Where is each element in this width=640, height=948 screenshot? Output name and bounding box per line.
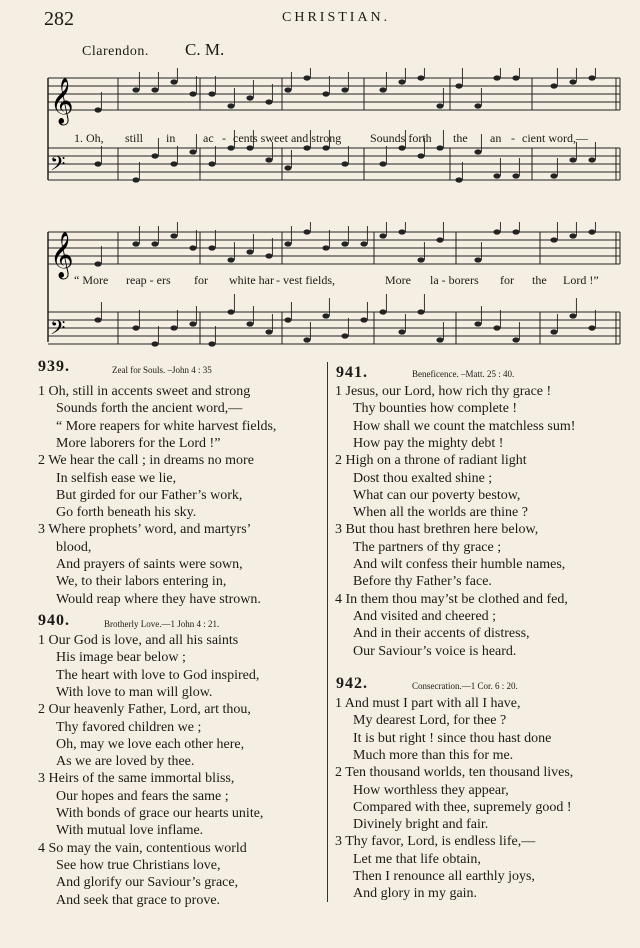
verse-line: And wilt confess their humble names, — [353, 557, 566, 572]
page-number: 282 — [44, 8, 74, 30]
note-head — [322, 313, 329, 318]
verse-line: Thy bounties how complete ! — [353, 401, 518, 417]
note-head — [341, 241, 348, 246]
hymn-number: 942. — [336, 675, 368, 692]
note-head — [208, 91, 215, 96]
bass-clef: 𝄢 — [50, 316, 66, 344]
lyric-syllable: 1. Oh, — [74, 131, 104, 145]
lyric-syllable: - vest fields, — [276, 273, 335, 287]
note-head — [379, 87, 386, 92]
verse-line: Go forth beneath his sky. — [56, 505, 197, 521]
note-head — [303, 229, 310, 234]
verse-line: As we are loved by thee. — [56, 754, 195, 770]
verse-line: But girded for our Father’s work, — [56, 487, 243, 503]
note-head — [360, 317, 367, 322]
note-head — [322, 145, 329, 150]
verse-line: See how true Christians love, — [56, 857, 221, 873]
note-head — [569, 79, 576, 84]
verse-line: His image bear below ; — [56, 650, 186, 666]
note-head — [550, 83, 557, 88]
note-head — [265, 253, 272, 258]
hymn-title: Zeal for Souls. –John 4 : 35 — [112, 365, 212, 375]
music-system-1 — [0, 68, 640, 188]
note-head — [512, 337, 519, 342]
note-head — [436, 103, 443, 108]
note-head — [512, 229, 519, 234]
verse-line: Before thy Father’s face. — [353, 574, 492, 590]
verse-line: And glorify our Saviour’s grace, — [56, 875, 239, 891]
note-head — [132, 241, 139, 246]
lyric-syllable: - — [222, 131, 226, 145]
verse-first-line: 2 We hear the call ; in dreams no more — [38, 453, 254, 469]
note-head — [151, 341, 158, 346]
note-head — [436, 145, 443, 150]
note-head — [189, 149, 196, 154]
verse-line: “ More reapers for white harvest fields, — [56, 418, 277, 434]
verse-line: Then I renounce all earthly joys, — [353, 869, 535, 884]
verse-line: And seek that grace to prove. — [56, 892, 221, 908]
tune-name: Clarendon. — [82, 44, 149, 59]
note-head — [493, 173, 500, 178]
note-head — [189, 245, 196, 250]
note-head — [379, 309, 386, 314]
note-head — [132, 87, 139, 92]
note-head — [151, 241, 158, 246]
lyric-syllable: - — [511, 131, 515, 145]
verse-line: How shall we count the matchless sum! — [353, 418, 576, 434]
hymn-number: 940. — [38, 612, 70, 629]
note-head — [474, 321, 481, 326]
verse-line: With love to man will glow. — [56, 684, 213, 700]
verse-line: What can our poverty bestow, — [353, 487, 521, 503]
note-head — [303, 145, 310, 150]
hymn-title: Brotherly Love.—1 John 4 : 21. — [104, 619, 220, 629]
lyric-syllable: ac — [203, 131, 214, 145]
note-head — [265, 329, 272, 334]
verse-first-line: 4 So may the vain, contentious world — [38, 840, 247, 856]
verse-first-line: 3 Where prophets’ word, and martyrs’ — [38, 522, 252, 538]
verse-first-line: 3 But thou hast brethren here below, — [335, 522, 539, 538]
verse-line: My dearest Lord, for thee ? — [353, 713, 507, 729]
verse-line: Sounds forth the ancient word,— — [56, 401, 243, 417]
note-head — [265, 157, 272, 162]
note-head — [569, 313, 576, 318]
verse-line: Would reap where they have strown. — [56, 591, 261, 607]
lyric-syllable: reap - ers — [126, 273, 171, 287]
note-head — [227, 257, 234, 262]
lyric-syllable: Sounds forth — [370, 131, 432, 145]
note-head — [208, 245, 215, 250]
note-head — [550, 237, 557, 242]
hymn-number: 941. — [336, 364, 368, 381]
note-head — [455, 83, 462, 88]
hymn-title: Beneficence. –Matt. 25 : 40. — [412, 369, 515, 379]
verse-line: Oh, may we love each other here, — [56, 736, 245, 752]
verse-line: It is but right ! since thou hast done — [353, 730, 552, 746]
note-head — [398, 329, 405, 334]
note-head — [417, 75, 424, 80]
note-head — [284, 87, 291, 92]
verse-first-line: 1 Our God is love, and all his saints — [38, 633, 239, 648]
note-head — [398, 229, 405, 234]
verse-line: Compared with thee, supremely good ! — [353, 799, 572, 815]
note-head — [227, 309, 234, 314]
verse-line: And glory in my gain. — [353, 886, 478, 902]
note-head — [246, 321, 253, 326]
note-head — [493, 325, 500, 330]
note-head — [170, 325, 177, 330]
verse-first-line: 4 In them thou may’st be clothed and fed, — [335, 591, 568, 607]
verse-line: Thy favored children we ; — [56, 719, 202, 735]
note-head — [170, 233, 177, 238]
note-head — [284, 241, 291, 246]
note-head — [170, 161, 177, 166]
note-head — [341, 333, 348, 338]
running-title: CHRISTIAN. — [282, 10, 391, 25]
note-head — [189, 91, 196, 96]
note-head — [303, 75, 310, 80]
verse-line: And visited and cheered ; — [353, 608, 497, 624]
note-head — [208, 341, 215, 346]
note-head — [170, 79, 177, 84]
verse-first-line: 1 Oh, still in accents sweet and strong — [38, 384, 251, 399]
verse-line: With mutual love inflame. — [56, 823, 204, 839]
note-head — [208, 161, 215, 166]
note-head — [398, 145, 405, 150]
note-head — [303, 337, 310, 342]
verse-first-line: 2 Our heavenly Father, Lord, art thou, — [38, 702, 251, 718]
note-head — [246, 95, 253, 100]
note-head — [455, 177, 462, 182]
verse-first-line: 1 Jesus, our Lord, how rich thy grace ! — [335, 384, 552, 399]
treble-clef: 𝄞 — [50, 232, 74, 278]
note-head — [493, 229, 500, 234]
note-head — [189, 321, 196, 326]
verse-line: How pay the mighty debt ! — [353, 435, 504, 451]
note-head — [569, 233, 576, 238]
verse-line: In selfish ease we lie, — [56, 470, 177, 486]
verse-line: Much more than this for me. — [353, 747, 514, 763]
column-divider — [327, 362, 328, 902]
note-head — [322, 245, 329, 250]
verse-line: Our Saviour’s voice is heard. — [353, 643, 517, 659]
note-head — [436, 337, 443, 342]
note-head — [379, 161, 386, 166]
treble-clef: 𝄞 — [50, 78, 74, 124]
lyric-syllable: for — [194, 273, 208, 287]
verse-line: Divinely bright and fair. — [353, 817, 489, 833]
verse-line: Our hopes and fears the same ; — [56, 788, 229, 804]
lyric-syllable: an — [490, 131, 502, 145]
note-head — [569, 157, 576, 162]
hymn-number: 939. — [38, 358, 70, 375]
lyric-syllable: More — [385, 273, 411, 287]
note-head — [284, 317, 291, 322]
note-head — [132, 325, 139, 330]
note-head — [94, 161, 101, 166]
lyric-syllable: the — [453, 131, 468, 145]
lyric-syllable: white har — [229, 273, 274, 287]
lyric-syllable: cient word,— — [522, 131, 588, 145]
note-head — [474, 149, 481, 154]
note-head — [360, 241, 367, 246]
note-head — [341, 161, 348, 166]
note-head — [227, 103, 234, 108]
verse-line: The partners of thy grace ; — [353, 539, 502, 555]
note-head — [512, 75, 519, 80]
note-head — [265, 99, 272, 104]
verse-line: Let me that life obtain, — [353, 851, 481, 867]
note-head — [322, 91, 329, 96]
note-head — [417, 153, 424, 158]
lyric-syllable: for — [500, 273, 514, 287]
verse-line: With bonds of grace our hearts unite, — [56, 806, 264, 821]
verse-line: The heart with love to God inspired, — [56, 667, 260, 683]
lyric-syllable: Lord !” — [563, 273, 599, 287]
lyric-syllable: still — [125, 131, 144, 145]
verse-first-line: 2 High on a throne of radiant light — [335, 453, 527, 469]
lyric-syllable: cents sweet and strong — [233, 131, 342, 145]
note-head — [94, 107, 101, 112]
note-head — [379, 233, 386, 238]
verse-line: And in their accents of distress, — [353, 626, 530, 642]
note-head — [550, 173, 557, 178]
note-head — [588, 75, 595, 80]
tune-meter: C. M. — [185, 40, 225, 59]
note-head — [132, 177, 139, 182]
verse-line: More laborers for the Lord !” — [56, 435, 221, 451]
verse-first-line: 3 Thy favor, Lord, is endless life,— — [335, 834, 536, 850]
lyric-syllable: la - borers — [430, 273, 479, 287]
bass-clef: 𝄢 — [50, 152, 66, 180]
note-head — [227, 145, 234, 150]
note-head — [417, 309, 424, 314]
verse-line: And prayers of saints were sown, — [56, 557, 243, 572]
note-head — [246, 145, 253, 150]
verse-line: We, to their labors entering in, — [56, 574, 227, 590]
note-head — [493, 75, 500, 80]
note-head — [246, 249, 253, 254]
note-head — [588, 157, 595, 162]
verse-line: When all the worlds are thine ? — [353, 505, 528, 521]
verse-line: Dost thou exalted shine ; — [353, 470, 493, 486]
note-head — [398, 79, 405, 84]
hymn-title: Consecration.—1 Cor. 6 : 20. — [412, 681, 518, 691]
note-head — [550, 329, 557, 334]
note-head — [474, 257, 481, 262]
note-head — [341, 87, 348, 92]
note-head — [284, 165, 291, 170]
note-head — [436, 237, 443, 242]
note-head — [151, 153, 158, 158]
note-head — [94, 261, 101, 266]
verse-first-line: 3 Heirs of the same immortal bliss, — [38, 771, 235, 787]
note-head — [588, 325, 595, 330]
lyric-syllable: “ More — [74, 273, 109, 287]
note-head — [417, 257, 424, 262]
lyric-syllable: in — [166, 131, 176, 145]
note-head — [94, 317, 101, 322]
verse-line: How worthless they appear, — [353, 782, 509, 798]
note-head — [588, 229, 595, 234]
verse-first-line: 2 Ten thousand worlds, ten thousand lives, — [335, 765, 574, 781]
verse-first-line: 1 And must I part with all I have, — [335, 696, 521, 711]
lyric-syllable: the — [532, 273, 547, 287]
note-head — [151, 87, 158, 92]
note-head — [512, 173, 519, 178]
verse-line: blood, — [56, 539, 92, 555]
note-head — [474, 103, 481, 108]
